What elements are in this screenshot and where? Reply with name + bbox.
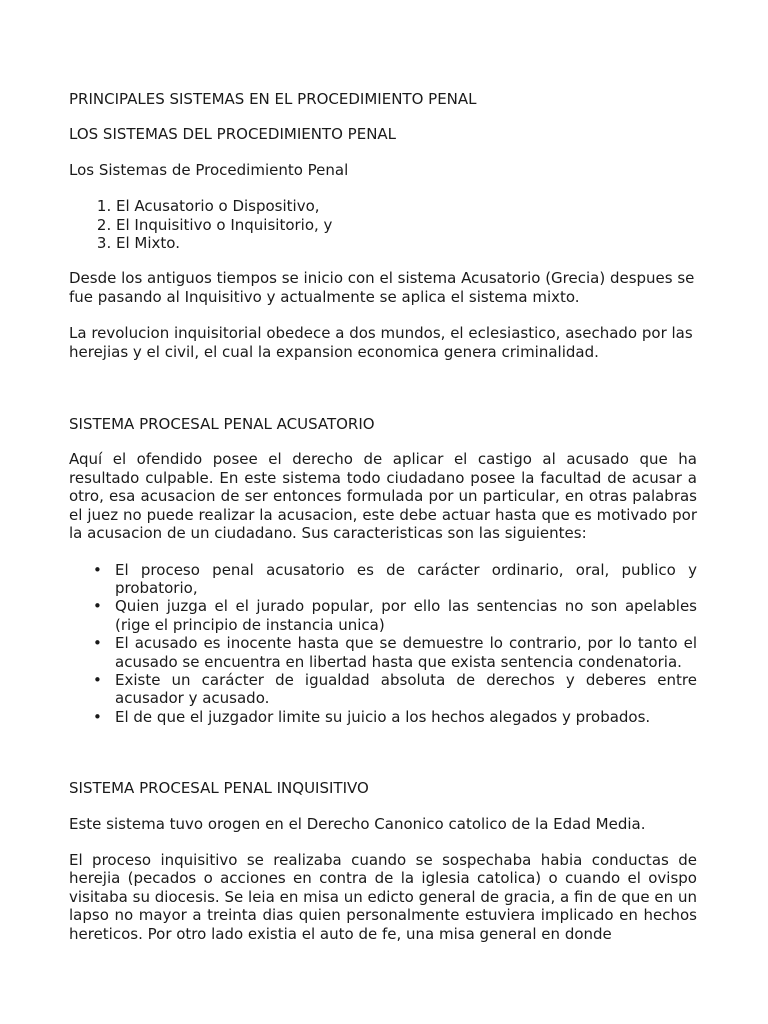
list-item-text: El de que el juzgador limite su juicio a los hechos alegados y probados. [115,707,651,726]
section-heading-inquisitivo: SISTEMA PROCESAL PENAL INQUISITIVO [69,779,369,798]
list-item-text: El acusado es inocente hasta que se demuestre lo contrario, por lo tanto el acusado se encuentra en libertad hasta que exista sentencia condenatoria. [115,634,697,671]
spacer [69,379,697,415]
bullet-icon: • [93,707,102,726]
bullet-icon: • [93,634,102,653]
document-page [69,90,697,961]
list-item: 1. El Acusatorio o Dispositivo, [116,197,697,215]
bullet-icon: • [93,597,102,616]
systems-list [69,197,697,252]
document-secondary-title: LOS SISTEMAS DEL PROCEDIMIENTO PENAL [69,125,397,144]
bullet-icon: • [93,560,102,579]
list-item: 3. El Mixto. [116,234,697,252]
list-item [93,634,697,671]
list-item: 2. El Inquisitivo o Inquisitorio, y [116,216,697,234]
list-item-text: Quien juzga el el jurado popular, por ello las sentencias no son apelables (rige el principio de instancia unica) [115,597,697,634]
list-item-text: Existe un carácter de igualdad absoluta de derechos y deberes entre acusador y acusado. [115,670,697,708]
list-item [93,560,697,598]
spacer [69,743,697,779]
document-subtitle: Los Sistemas de Procedimiento Penal [69,160,349,179]
inquisitivo-paragraph: Este sistema tuvo orogen en el Derecho Canonico catolico de la Edad Media. [69,814,646,833]
characteristics-list [69,561,697,727]
section-heading-acusatorio: SISTEMA PROCESAL PENAL ACUSATORIO [69,415,375,434]
intro-paragraph: La revolucion inquisitorial obedece a dos mundos, el eclesiastico, asechado por las herejias y el civil, el cual la expansion economica genera criminalidad. [69,324,693,361]
document-title: PRINCIPALES SISTEMAS EN EL PROCEDIMIENTO PENAL [69,90,477,108]
inquisitivo-paragraph: El proceso inquisitivo se realizaba cuando se sospechaba habia conductas de herejia (pecados o acciones en contra de la iglesia catolica) o cuando el ovispo visitaba su diocesis. Se leia en misa un edicto general de gracia, a fin de que en un lapso no mayor a treinta dias quien personalmente estuviera implicado en hechos hereticos. Por otro lado existia el auto de fe, una misa general en donde [69,850,697,943]
list-item-text: El proceso penal acusatorio es de carácter ordinario, oral, publico y probatorio, [115,560,697,597]
intro-paragraph: Desde los antiguos tiempos se inicio con el sistema Acusatorio (Grecia) despues se fue pasando al Inquisitivo y actualmente se aplica el sistema mixto. [69,269,695,306]
list-item [93,707,697,726]
list-item [93,670,697,708]
bullet-icon: • [93,670,102,689]
list-item [93,597,697,634]
acusatorio-paragraph: Aquí el ofendido posee el derecho de aplicar el castigo al acusado que ha resultado culpable. En este sistema todo ciudadano posee la facultad de acusar a otro, esa acusacion de ser entonces formulada por un particular, en otras palabras el juez no puede realizar la acusacion, este debe actuar hasta que es motivado por la acusacion de un ciudadano. Sus caracteristicas son las siguientes: [69,450,697,543]
